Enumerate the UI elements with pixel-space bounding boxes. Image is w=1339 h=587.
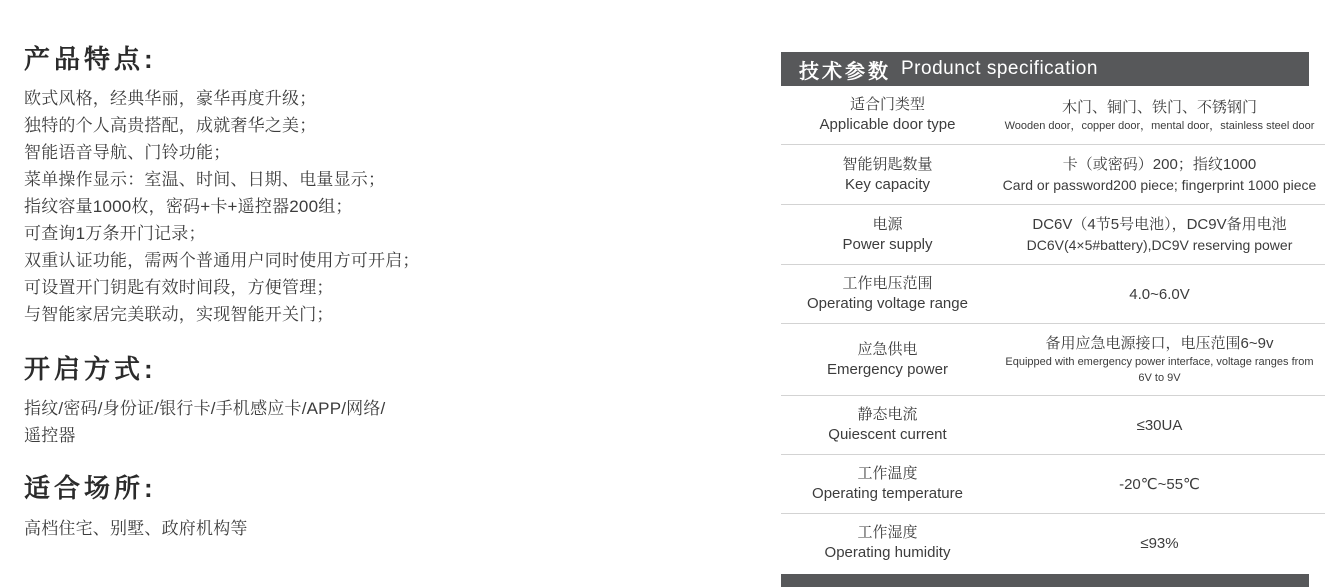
spec-label-cell <box>781 396 994 455</box>
spec-value-cn: 卡（或密码）200；指纹1000 <box>1062 156 1257 173</box>
section-product-features <box>24 44 724 328</box>
spec-label-en: Operating temperature <box>812 485 963 502</box>
specification-panel <box>781 52 1317 587</box>
spec-label-cn: 工作电压范围 <box>842 275 933 292</box>
spec-value-cell <box>994 145 1325 205</box>
spec-value-en: Equipped with emergency power interface, voltage ranges from 6V to 9V <box>1005 356 1314 384</box>
feature-line: 菜单操作显示：室温、时间、日期、电量显示； <box>24 170 386 190</box>
product-features-column <box>24 44 724 550</box>
feature-line: 指纹容量1000枚，密码+卡+遥控器200组； <box>24 197 353 217</box>
spec-label-en: Applicable door type <box>819 116 956 133</box>
spec-label-cn: 应急供电 <box>857 340 918 358</box>
table-row <box>781 145 1325 205</box>
spec-value-cell <box>994 86 1325 145</box>
feature-line: 可设置开门钥匙有效时间段，方便管理； <box>24 278 334 298</box>
spec-label-en: Key capacity <box>844 175 931 193</box>
unlock-method-line: 遥控器 <box>24 426 76 446</box>
spec-label-cell <box>781 324 994 396</box>
spec-value-en: DC6V(4×5#battery),DC9V reserving power <box>1026 237 1293 253</box>
section-suitable-places <box>24 473 724 541</box>
spec-value-cell <box>994 396 1325 455</box>
feature-line: 双重认证功能，需两个普通用户同时使用方可开启； <box>24 251 420 271</box>
spec-header-title-cn: 技术参数 <box>799 60 891 83</box>
spec-value-en: Wooden door，copper door，mental door，stainless steel door <box>1004 119 1315 132</box>
spec-table <box>781 86 1325 572</box>
section-unlock-methods <box>24 354 724 449</box>
spec-value-cell <box>994 265 1325 324</box>
spec-label-cn: 工作温度 <box>857 465 918 482</box>
spec-footer-bar <box>781 574 1309 587</box>
spec-label-cell <box>781 514 994 573</box>
table-row <box>781 86 1325 145</box>
table-row <box>781 265 1325 324</box>
spec-label-en: Power supply <box>842 235 933 253</box>
feature-line: 与智能家居完美联动，实现智能开关门； <box>24 305 334 325</box>
spec-label-en: Emergency power <box>827 360 948 378</box>
spec-label-cell <box>781 86 994 145</box>
table-row <box>781 396 1325 455</box>
spec-value-cn: 备用应急电源接口，电压范围6~9v <box>1045 335 1274 352</box>
unlock-method-line: 指纹/密码/身份证/银行卡/手机感应卡/APP/网络/ <box>24 399 386 419</box>
spec-label-en: Operating voltage range <box>807 295 968 312</box>
table-row <box>781 205 1325 265</box>
spec-value-cn: DC6V（4节5号电池），DC9V备用电池 <box>1032 216 1287 233</box>
feature-line: 独特的个人高贵搭配，成就奢华之美； <box>24 116 317 136</box>
spec-value-cell <box>994 455 1325 514</box>
spec-value-cn: 4.0~6.0V <box>1129 285 1190 303</box>
spec-value-cn: ≤30UA <box>1136 416 1183 434</box>
feature-line: 智能语音导航、门铃功能； <box>24 143 231 163</box>
spec-value-cell <box>994 324 1325 396</box>
section-title-features: 产品特点: <box>24 44 157 74</box>
table-row <box>781 455 1325 514</box>
spec-value-cn: 木门、铜门、铁门、不锈钢门 <box>1061 98 1257 116</box>
spec-label-cn: 智能钥匙数量 <box>842 155 933 173</box>
spec-label-cell <box>781 205 994 265</box>
spec-value-cn: ≤93% <box>1140 534 1179 552</box>
table-row <box>781 514 1325 573</box>
feature-line: 可查询1万条开门记录； <box>24 224 206 244</box>
spec-label-cn: 适合门类型 <box>849 96 925 113</box>
spec-header <box>781 52 1309 86</box>
spec-label-cn: 静态电流 <box>857 406 918 423</box>
spec-label-en: Quiescent current <box>828 426 947 443</box>
section-title-unlock-methods: 开启方式: <box>24 354 157 385</box>
spec-value-cn: -20℃~55℃ <box>1119 475 1200 493</box>
spec-value-cell <box>994 514 1325 573</box>
table-row <box>781 324 1325 396</box>
spec-value-en: Card or password200 piece; fingerprint 1000 piece <box>1002 177 1317 193</box>
spec-label-cell <box>781 145 994 205</box>
spec-value-cell <box>994 205 1325 265</box>
spec-header-title-en: Produnct specification <box>901 58 1098 79</box>
feature-line: 欧式风格，经典华丽，豪华再度升级； <box>24 89 317 109</box>
suitable-place-line: 高档住宅、别墅、政府机构等 <box>24 518 248 538</box>
spec-label-cell <box>781 455 994 514</box>
spec-label-cn: 工作湿度 <box>857 524 918 541</box>
spec-label-en: Operating humidity <box>824 544 951 561</box>
section-title-suitable-places: 适合场所: <box>24 473 157 504</box>
spec-label-cell <box>781 265 994 324</box>
spec-label-cn: 电源 <box>872 215 903 233</box>
